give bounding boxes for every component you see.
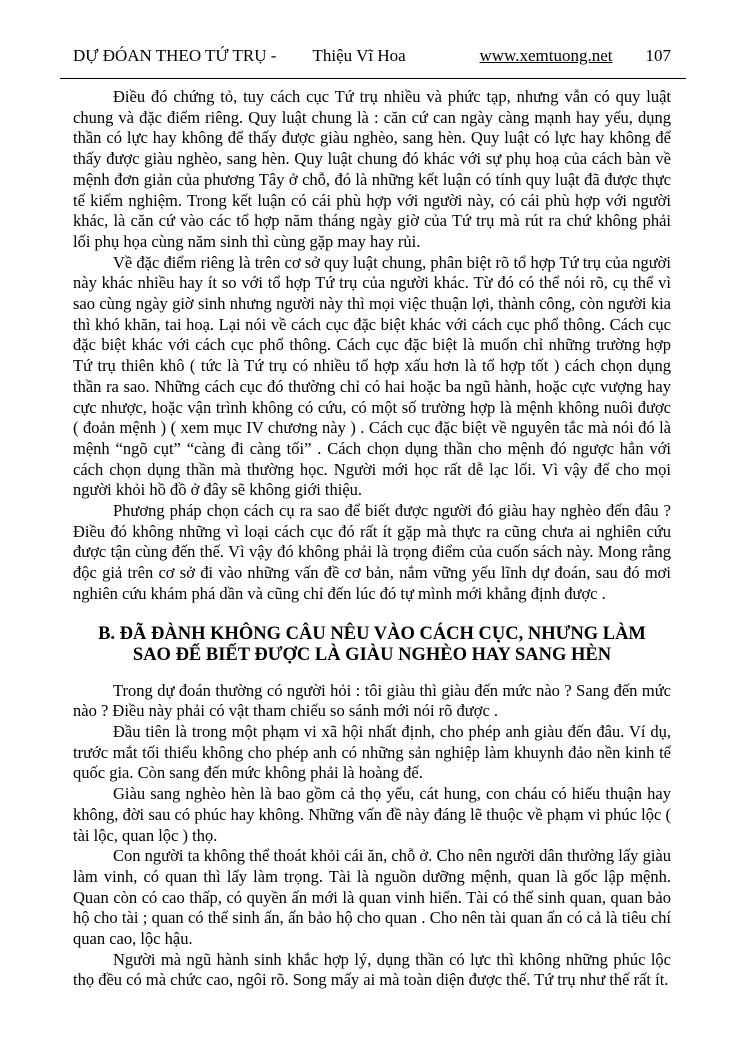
paragraph-6: Giàu sang nghèo hèn là bao gồm cả thọ yểu, cát hung, con cháu có hiếu thuận hay không, đời sau có phúc hay không. Những vấn đề này đáng lẽ thuộc về phạm vi phúc lộc ( tài lộc, quan lộc ) thọ. [73,784,671,845]
page-body [73,87,671,991]
paragraph-8: Người mà ngũ hành sinh khắc hợp lý, dụng thần có lực thì không những phúc lộc thọ đều có mà chức cao, ngôi rõ. Song mấy ai mà toàn diện được thế. Tứ trụ như thế rất ít. [73,949,671,990]
paragraph-2: Về đặc điểm riêng là trên cơ sở quy luật chung, phân biệt rõ tổ hợp Tứ trụ của người này khác nhiều hay ít so với tổ hợp Tứ trụ của người khác. Từ đó có thể nói rõ, cụ thể vì sao cùng ngày giờ sinh nhưng người này thì mọi việc thuận lợi, thành công, còn người kia thì khó khăn, tai hoạ. Lại nói về cách cục đặc biệt khác với cách cục phổ thông. Cách cục đặc biệt khác với cách cục phổ thông. Cách cục đặc biệt là muốn chỉ những trường hợp Tứ trụ thiên khô ( tức là Tứ trụ có nhiều tổ hợp xấu hơn là tổ hợp tốt ) cách chọn dụng thần ra sao. Những cách cục đó thường chỉ có hai hoặc ba ngũ hành, hoặc cực vượng hay cực nhược, hoặc vận trình không có cứu, có một số trường hợp là mệnh không nuôi được ( đoản mệnh ) ( xem mục IV chương này ) . Cách cục đặc biệt về nguyên tắc mà nói đó là mệnh “ngõ cụt” “càng đi càng tối” . Cách chọn dụng thần cho mệnh đó ngược hẳn với cách chọn dụng thần mà thường học. Người mới học rất dễ lạc lối. Vì vậy để cho mọi người khỏi hồ đồ ở đây sẽ không giới thiệu. [73,252,671,500]
website-link[interactable]: www.xemtuong.net [479,46,613,65]
header-divider [60,78,686,79]
paragraph-3: Phương pháp chọn cách cụ ra sao để biết được người đó giàu hay nghèo đến đâu ? Điều đó không những vì loại cách cục đó rất ít gặp mà thực ra cũng chưa ai nghiên cứu được tận cùng đến thế. Vì vậy đó không phải là trọng điểm của cuốn sách này. Mong rằng độc giả trên cơ sở đi vào những vấn đề cơ bản, nắm vững yếu lĩnh dự đoán, sau đó mơi nghiên cứu khám phá dần và cũng chỉ đến lúc đó tự mình mới khẳng định được . [73,501,671,603]
paragraph-7: Con người ta không thể thoát khỏi cái ăn, chỗ ở. Cho nên người dân thường lấy giàu làm vinh, có quan thì lấy làm trọng. Tài là nguồn dưỡng mệnh, quan là gốc lập mệnh. Quan còn có cao thấp, có quyền ấn mới là quan vinh hiển. Tài có thể sinh quan, quan bảo hộ cho tài ; quan có thể sinh ấn, ấn bảo hộ cho quan . Cho nên tài quan ấn có cả là tiêu chí quan cao, lộc hậu. [73,846,671,949]
author-name: Thiệu Vĩ Hoa [312,46,406,65]
paragraph-5: Đầu tiên là trong một phạm vi xã hội nhất định, cho phép anh giàu đến đâu. Ví dụ, trước mắt tối thiểu không cho phép anh có những sản nghiệp làm khuynh đảo nền kinh tế quốc gia. Còn sang đến mức không phải là hoàng đế. [73,721,671,783]
page-header [73,46,671,66]
section-b-heading-line-1: B. ĐÃ ĐÀNH KHÔNG CÂU NÊU VÀO CÁCH CỤC, NHƯNG LÀM [98,623,646,644]
section-b-heading-line-2: SAO ĐỂ BIẾT ĐƯỢC LÀ GIÀU NGHÈO HAY SANG HÈN [132,644,612,665]
page-number: 107 [645,46,671,65]
paragraph-1: Điều đó chứng tỏ, tuy cách cục Tứ trụ nhiều và phức tạp, nhưng vẫn có quy luật chung và đặc điểm riêng. Quy luật chung là : căn cứ can ngày càng mạnh hay yếu, dụng thần có lực hay không để thấy được giàu nghèo, sang hèn. Quy luật có lực hay không để thấy được giàu nghèo, sang hèn. Quy luật chung đó khác với sự phụ hoạ của cách bàn về mệnh đơn giản của phương Tây ở chỗ, đó là những kết luận có tính quy luật đã được thực tế kiểm nghiệm. Trong kết luận có cái phù hợp với người này, có cái phù hợp với người khác, là căn cứ vào các tổ hợp năm tháng ngày giờ của Tứ trụ mà rút ra chứ không phải lối phụ họa cùng năm sinh thì cùng gặp may hay rủi. [73,87,671,251]
book-title: DỰ ĐÓAN THEO TỨ TRỤ - [73,46,277,65]
section-b-heading [73,624,671,666]
paragraph-4: Trong dự đoán thường có người hỏi : tôi giàu thì giàu đến mức nào ? Sang đến mức nào ? Điều này phải có vật tham chiếu so sánh mới nói rõ được . [73,680,671,721]
